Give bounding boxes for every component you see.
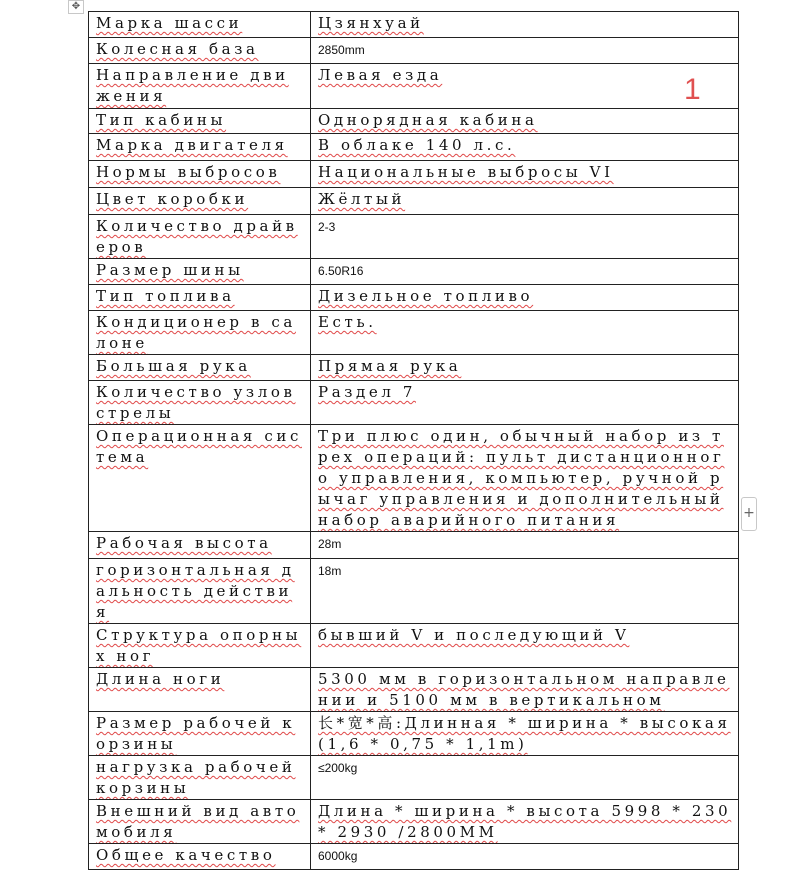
row-key: Направление движения xyxy=(89,64,311,109)
table-row xyxy=(89,215,739,259)
table-row xyxy=(89,64,739,109)
row-value: 2-3 xyxy=(311,215,739,259)
row-value: Левая езда xyxy=(311,64,739,109)
row-key: Рабочая высота xyxy=(89,532,311,559)
table-row xyxy=(89,532,739,559)
table-row xyxy=(89,12,739,38)
row-key: Кондиционер в салоне xyxy=(89,311,311,355)
row-key: Размер шины xyxy=(89,259,311,285)
table-row xyxy=(89,668,739,712)
row-value: Дизельное топливо xyxy=(311,285,739,311)
spec-table xyxy=(88,11,739,870)
table-row xyxy=(89,712,739,756)
row-value: Раздел 7 xyxy=(311,381,739,425)
row-key: Колесная база xyxy=(89,38,311,64)
row-value: Цзянхуай xyxy=(311,12,739,38)
row-value: Однорядная кабина xyxy=(311,109,739,134)
row-value: 长*宽*高:Длинная * ширина * высокая (1,6 * 0,75 * 1,1m) xyxy=(311,712,739,756)
row-key: Операционная система xyxy=(89,425,311,532)
row-value: Три плюс один, обычный набор из трех операций: пульт дистанционного управления, компьютер, ручной рычаг управления и дополнительный набор аварийного питания xyxy=(311,425,739,532)
row-key: Цвет коробки xyxy=(89,188,311,215)
table-row xyxy=(89,355,739,381)
row-value: 28m xyxy=(311,532,739,559)
table-row xyxy=(89,38,739,64)
table-row xyxy=(89,285,739,311)
row-key: горизонтальная дальность действия xyxy=(89,559,311,624)
row-value: Длина * ширина * высота 5998 * 230 * 2930 /2800ММ xyxy=(311,800,739,844)
row-value: Жёлтый xyxy=(311,188,739,215)
row-value: 6.50R16 xyxy=(311,259,739,285)
table-row xyxy=(89,188,739,215)
row-key: Длина ноги xyxy=(89,668,311,712)
table-row xyxy=(89,109,739,134)
table-row xyxy=(89,381,739,425)
table-row xyxy=(89,311,739,355)
row-key: Количество узлов стрелы xyxy=(89,381,311,425)
row-key: Марка шасси xyxy=(89,12,311,38)
row-value: Национальные выбросы VI xyxy=(311,161,739,188)
row-key: Размер рабочей корзины xyxy=(89,712,311,756)
row-value: бывший V и последующий V xyxy=(311,624,739,668)
row-key: Нормы выбросов xyxy=(89,161,311,188)
row-value: 5300 мм в горизонтальном направлении и 5100 мм в вертикальном xyxy=(311,668,739,712)
row-key: Количество драйверов xyxy=(89,215,311,259)
row-value: 2850mm xyxy=(311,38,739,64)
row-key: Структура опорных ног xyxy=(89,624,311,668)
row-value: Есть. xyxy=(311,311,739,355)
table-row xyxy=(89,624,739,668)
row-key: Большая рука xyxy=(89,355,311,381)
plus-icon[interactable]: + xyxy=(741,497,757,531)
move-arrows-icon[interactable]: ✥ xyxy=(68,0,84,14)
row-value: ≤200kg xyxy=(311,756,739,800)
table-row xyxy=(89,559,739,624)
table-row xyxy=(89,134,739,161)
table-row xyxy=(89,800,739,844)
table-row xyxy=(89,259,739,285)
row-value: 6000kg xyxy=(311,844,739,870)
row-key: Общее качество xyxy=(89,844,311,870)
table-row xyxy=(89,756,739,800)
table-row xyxy=(89,161,739,188)
page-number: 1 xyxy=(684,73,701,106)
row-key: Внешний вид автомобиля xyxy=(89,800,311,844)
row-key: нагрузка рабочей корзины xyxy=(89,756,311,800)
table-row xyxy=(89,425,739,532)
row-key: Тип кабины xyxy=(89,109,311,134)
row-key: Марка двигателя xyxy=(89,134,311,161)
row-value: 18m xyxy=(311,559,739,624)
row-value: В облаке 140 л.с. xyxy=(311,134,739,161)
row-value: Прямая рука xyxy=(311,355,739,381)
row-key: Тип топлива xyxy=(89,285,311,311)
